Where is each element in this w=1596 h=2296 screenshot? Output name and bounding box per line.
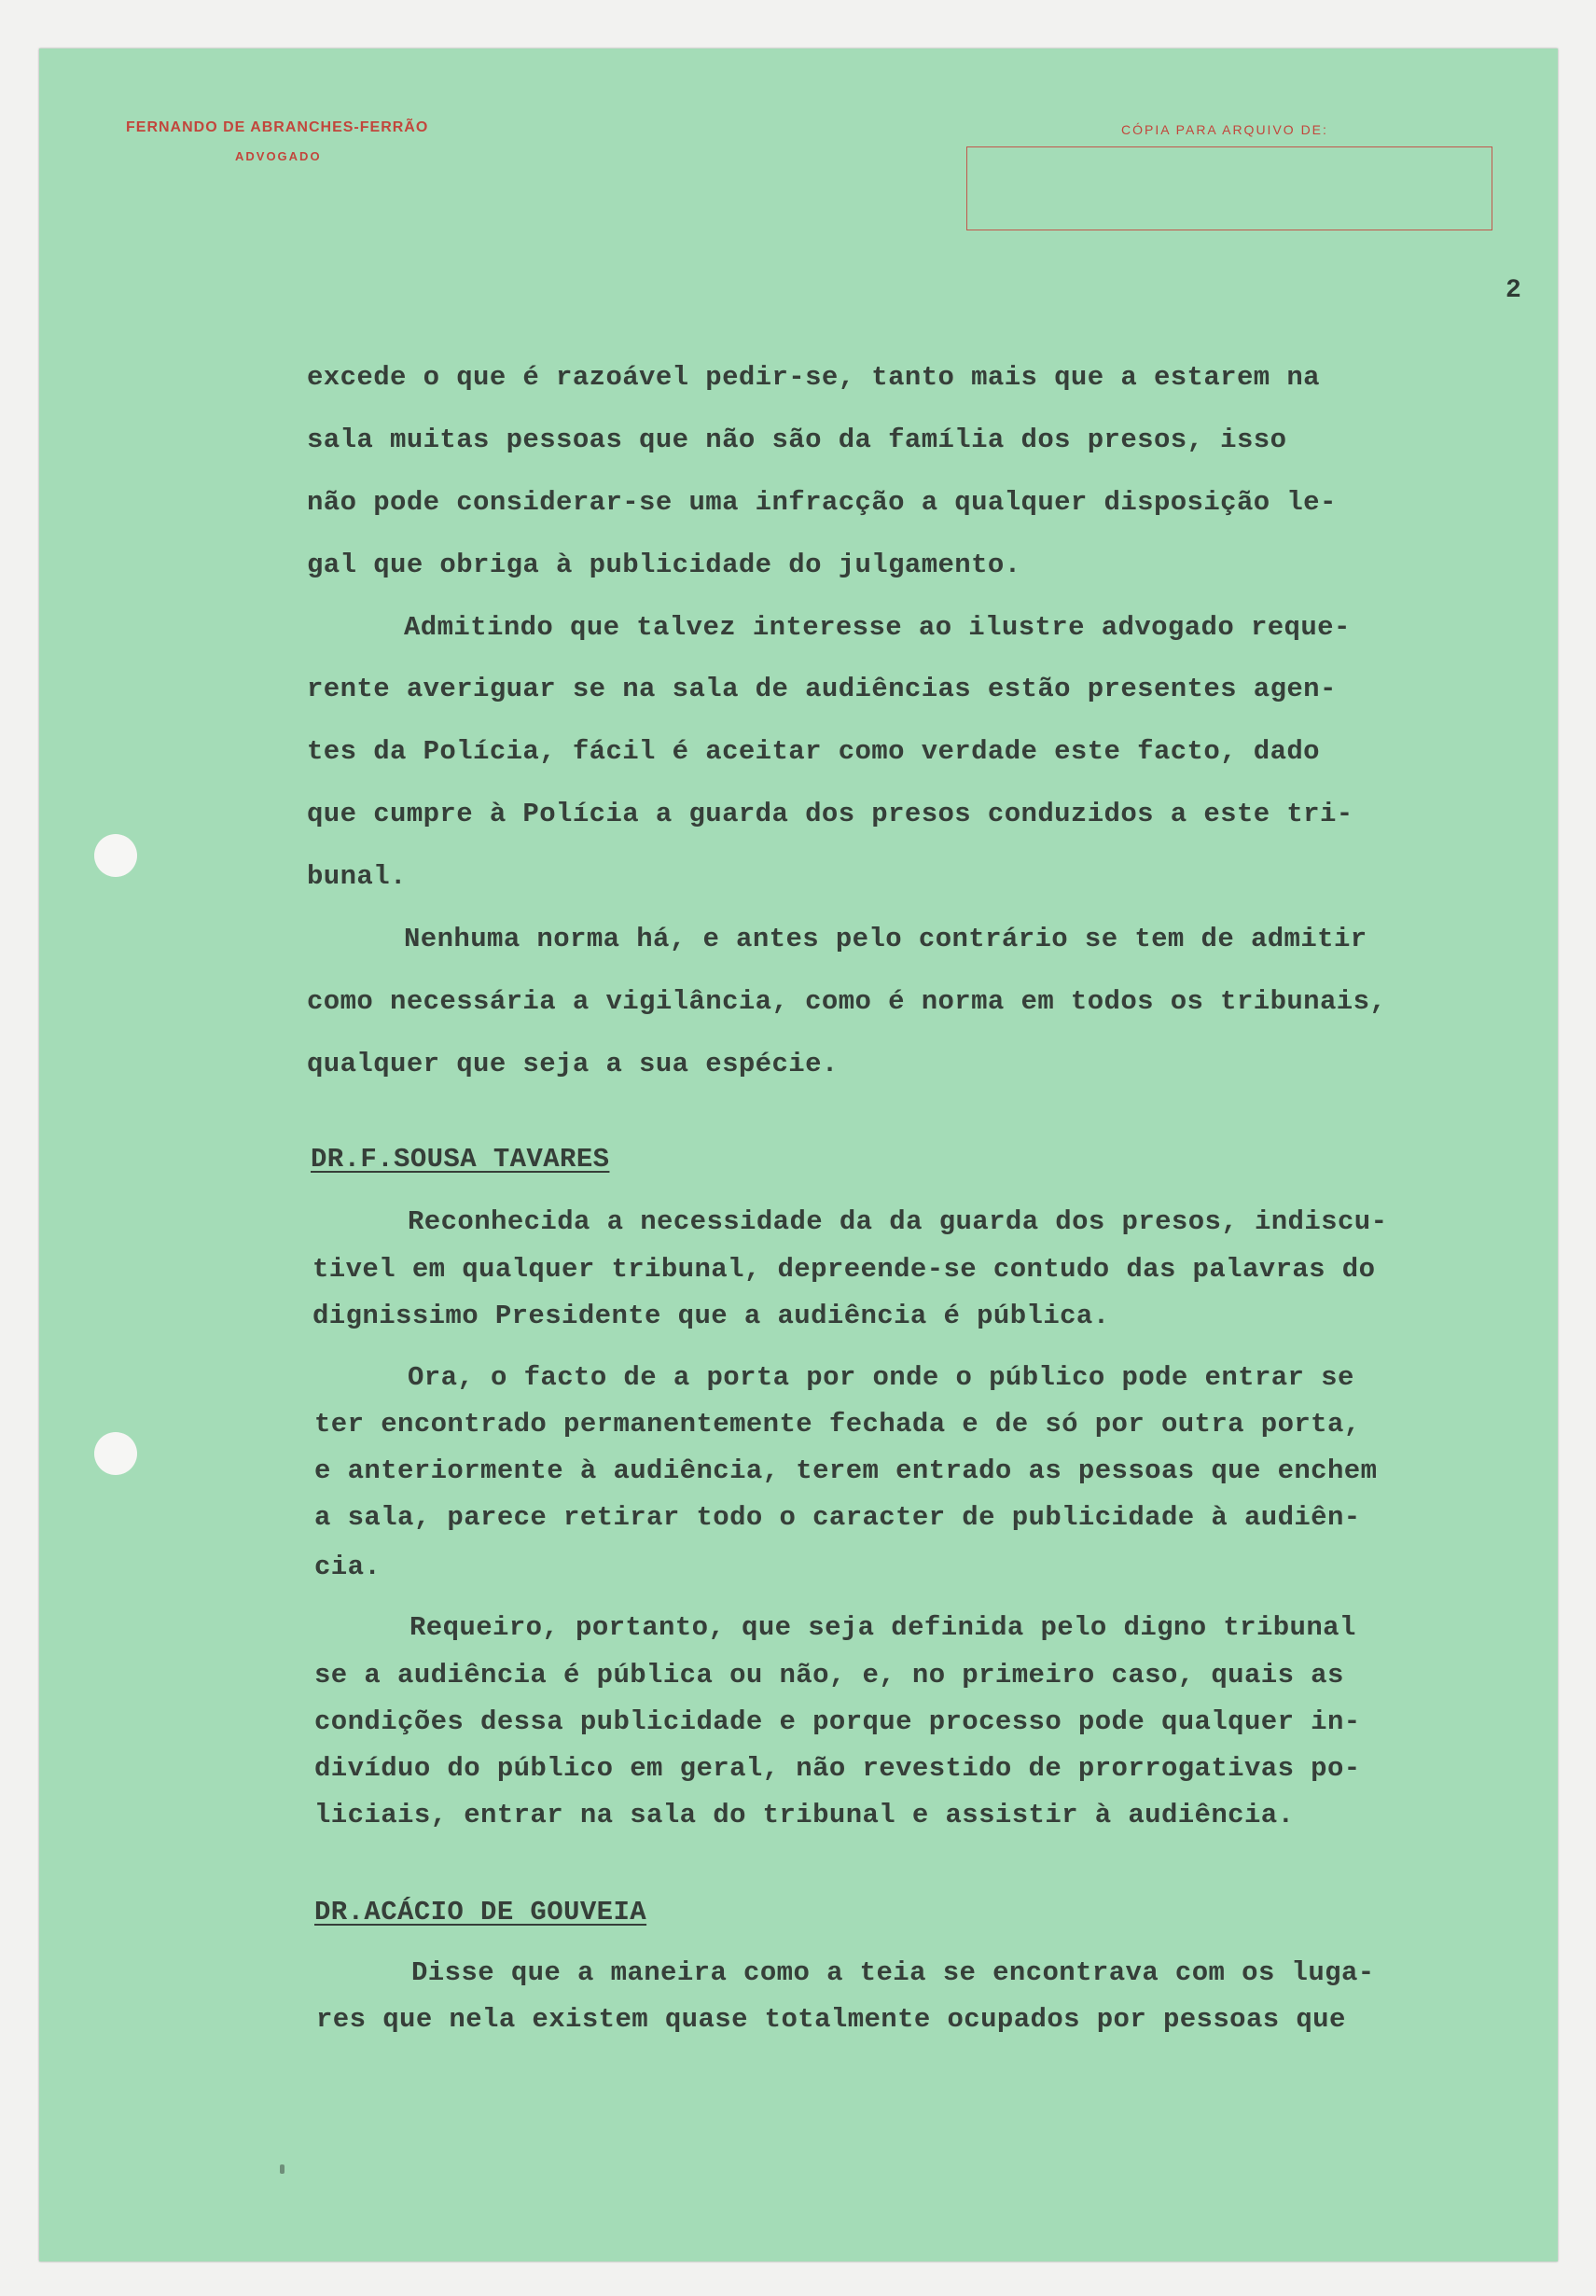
letterhead-name: FERNANDO DE ABRANCHES-FERRÃO bbox=[126, 119, 429, 135]
punch-hole bbox=[94, 1432, 137, 1475]
text-line: res que nela existem quase totalmente ocupados por pessoas que bbox=[316, 2004, 1346, 2035]
text-line: tivel em qualquer tribunal, depreende-se contudo das palavras do bbox=[312, 1254, 1376, 1285]
text-line: que cumpre à Polícia a guarda dos presos conduzidos a este tri- bbox=[307, 799, 1353, 829]
copy-for-archive-box bbox=[966, 146, 1492, 230]
copy-for-archive-label: CÓPIA PARA ARQUIVO DE: bbox=[1121, 122, 1328, 137]
text-line: dignissimo Presidente que a audiência é pública. bbox=[312, 1301, 1110, 1331]
punch-hole bbox=[94, 834, 137, 877]
text-line: Requeiro, portanto, que seja definida pelo digno tribunal bbox=[409, 1612, 1356, 1643]
text-line: sala muitas pessoas que não são da família dos presos, isso bbox=[307, 424, 1287, 455]
text-line: como necessária a vigilância, como é norma em todos os tribunais, bbox=[307, 986, 1387, 1017]
text-line: a sala, parece retirar todo o caracter de publicidade à audiên- bbox=[314, 1502, 1361, 1533]
text-line: excede o que é razoável pedir-se, tanto mais que a estarem na bbox=[307, 362, 1320, 393]
text-line: cia. bbox=[314, 1552, 382, 1582]
text-line: gal que obriga à publicidade do julgamento. bbox=[307, 550, 1021, 580]
text-line: Nenhuma norma há, e antes pelo contrário se tem de admitir bbox=[404, 924, 1367, 954]
speaker-heading: DR.F.SOUSA TAVARES bbox=[311, 1144, 610, 1175]
text-line: condições dessa publicidade e porque processo pode qualquer in- bbox=[314, 1706, 1361, 1737]
page-number: 2 bbox=[1506, 276, 1521, 305]
text-line: Ora, o facto de a porta por onde o público pode entrar se bbox=[408, 1362, 1354, 1393]
text-line: liciais, entrar na sala do tribunal e assistir à audiência. bbox=[314, 1800, 1295, 1830]
text-line: Reconhecida a necessidade da da guarda dos presos, indiscu- bbox=[408, 1206, 1388, 1237]
letterhead-role: ADVOGADO bbox=[235, 149, 322, 163]
text-line: e anteriormente à audiência, terem entrado as pessoas que enchem bbox=[314, 1455, 1378, 1486]
text-line: Disse que a maneira como a teia se encontrava com os luga- bbox=[411, 1957, 1375, 1988]
text-line: qualquer que seja a sua espécie. bbox=[307, 1049, 839, 1079]
text-line: divíduo do público em geral, não revestido de prorrogativas po- bbox=[314, 1753, 1361, 1784]
text-line: bunal. bbox=[307, 861, 407, 892]
text-line: se a audiência é pública ou não, e, no primeiro caso, quais as bbox=[314, 1660, 1344, 1691]
text-line: rente averiguar se na sala de audiências estão presentes agen- bbox=[307, 674, 1337, 704]
speaker-heading: DR.ACÁCIO DE GOUVEIA bbox=[314, 1897, 647, 1927]
text-line: Admitindo que talvez interesse ao ilustre advogado reque- bbox=[404, 612, 1351, 643]
text-line: não pode considerar-se uma infracção a qualquer disposição le- bbox=[307, 487, 1337, 518]
text-line: ter encontrado permanentemente fechada e de só por outra porta, bbox=[314, 1409, 1361, 1440]
paper-mark bbox=[280, 2164, 285, 2174]
text-line: tes da Polícia, fácil é aceitar como verdade este facto, dado bbox=[307, 736, 1320, 767]
